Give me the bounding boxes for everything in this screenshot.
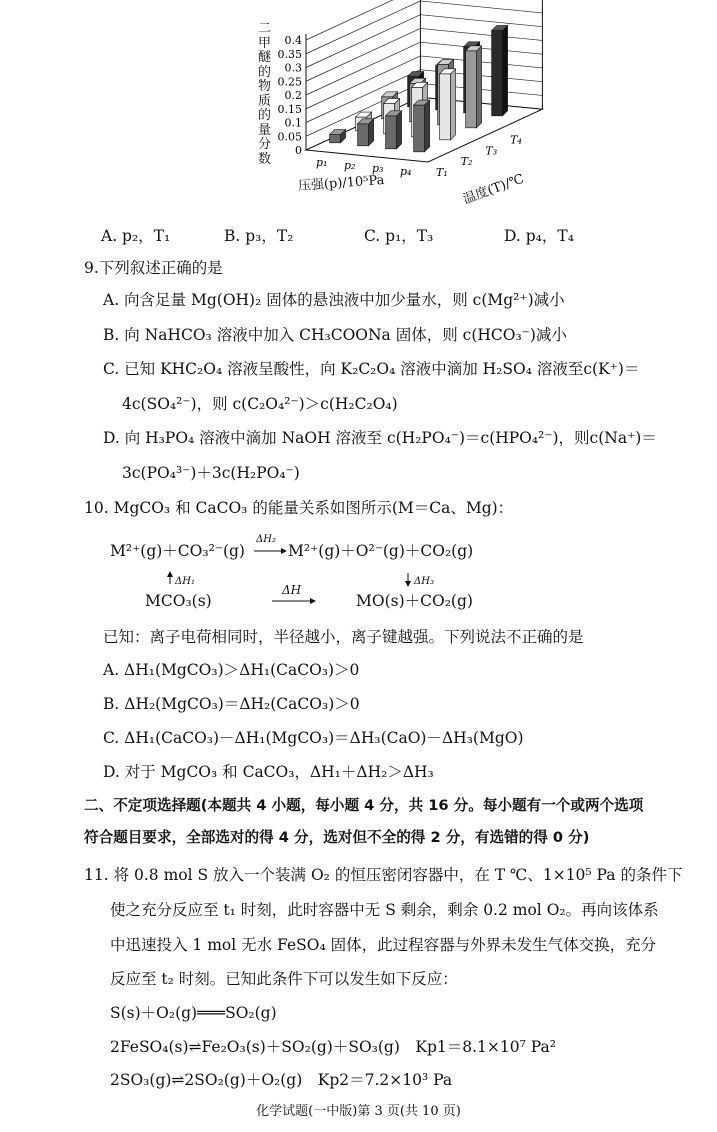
dh2-label: ΔH₂ <box>256 534 276 545</box>
q9-option-c-line1: C. 已知 KHC₂O₄ 溶液呈酸性，向 K₂C₂O₄ 溶液中滴加 H₂SO₄ 溶液至c(K⁺)＝ <box>103 360 640 378</box>
q8-option-a: A. p₂，T₁ <box>101 227 171 245</box>
q9-stem: 9.下列叙述正确的是 <box>84 259 223 277</box>
reaction-3: 2SO₃(g)⇌2SO₂(g)＋O₂(g) Kp2＝7.2×10³ Pa <box>110 1071 453 1089</box>
pressure-tick-label: p₃ <box>372 162 384 175</box>
bar <box>414 100 430 152</box>
dh3-label: ΔH₃ <box>414 576 434 587</box>
y-tick-label: 0.2 <box>284 89 302 102</box>
y-tick-label: 0.4 <box>284 34 302 47</box>
q11-line4: 反应至 t₂ 时刻。已知此条件下可以发生如下反应： <box>110 970 458 988</box>
y-tick-label: 0.25 <box>277 75 302 89</box>
bar <box>386 111 402 149</box>
chart-ylabel: 二甲醚的物质的量分数 <box>258 21 272 167</box>
temperature-tick-label: T₃ <box>485 144 498 158</box>
y-tick-label: 0.05 <box>277 130 302 144</box>
reaction-2: 2FeSO₄(s)⇌Fe₂O₃(s)＋SO₂(g)＋SO₃(g) Kp1＝8.1×10⁷ Pa² <box>110 1038 556 1056</box>
q9-option-d-line1: D. 向 H₃PO₄ 溶液中滴加 NaOH 溶液至 c(H₂PO₄⁻)＝c(HPO₄²⁻)，则c(Na⁺)＝ <box>103 429 657 447</box>
bar <box>492 26 508 116</box>
q8-option-c: C. p₁，T₃ <box>364 227 434 245</box>
pressure-tick-label: p₄ <box>400 165 412 178</box>
q10-option-c: C. ΔH₁(CaCO₃)－ΔH₁(MgCO₃)＝ΔH₃(CaO)－ΔH₃(MgO) <box>103 729 524 747</box>
q10-stem: 10. MgCO₃ 和 CaCO₃ 的能量关系如图所示(M＝Ca、Mg)： <box>84 499 514 517</box>
q11-line2: 使之充分反应至 t₁ 时刻，此时容器中无 S 剩余，剩余 0.2 mol O₂。再向该体系 <box>110 901 659 919</box>
dh-label: ΔH <box>282 583 302 597</box>
q8-option-d: D. p₄，T₄ <box>504 227 574 245</box>
y-tick-label: 0.35 <box>277 47 302 61</box>
chart-xlabel: 压强(p)/10⁵Pa <box>297 173 385 195</box>
q10-known: 已知：离子电荷相同时，半径越小，离子键越强。下列说法不正确的是 <box>103 628 584 646</box>
temperature-tick-label: T₁ <box>436 166 448 179</box>
y-tick-label: 0.3 <box>284 61 302 75</box>
q9-option-b: B. 向 NaHCO₃ 溶液中加入 CH₃COONa 固体，则 c(HCO₃⁻)减小 <box>103 326 567 344</box>
q11-line1: 11. 将 0.8 mol S 放入一个装满 O₂ 的恒压密闭容器中，在 T ℃、1×10⁵ Pa 的条件下 <box>84 866 683 884</box>
pressure-tick-label: p₁ <box>316 156 328 169</box>
energy-bottom-left: MCO₃(s) <box>145 592 212 610</box>
q11-line3: 中迅速投入 1 mol 无水 FeSO₄ 固体，此过程容器与外界未发生气体交换，充分 <box>110 936 657 954</box>
section2-line1: 二、不定项选择题(本题共 4 小题，每小题 4 分，共 16 分。每小题有一个或两个选项 <box>84 797 644 814</box>
y-tick-label: 0 <box>295 144 302 157</box>
q10-option-d: D. 对于 MgCO₃ 和 CaCO₃，ΔH₁＋ΔH₂＞ΔH₃ <box>103 763 434 781</box>
y-tick-label: 0.1 <box>284 116 302 130</box>
q8-option-b: B. p₃，T₂ <box>224 227 294 245</box>
temperature-tick-label: T₂ <box>460 155 473 169</box>
page-footer: 化学试题(一中版)第 3 页(共 10 页) <box>256 1104 461 1119</box>
q10-option-b: B. ΔH₂(MgCO₃)＝ΔH₂(CaCO₃)＞0 <box>103 695 360 713</box>
q9-option-c-line2: 4c(SO₄²⁻)，则 c(C₂O₄²⁻)＞c(H₂C₂O₄) <box>122 395 398 413</box>
chart-zlabel: 温度(T)/℃ <box>461 171 527 208</box>
q10-option-a: A. ΔH₁(MgCO₃)＞ΔH₁(CaCO₃)＞0 <box>103 661 360 679</box>
dh1-label: ΔH₁ <box>175 576 195 587</box>
bar <box>330 130 346 143</box>
q9-option-a: A. 向含足量 Mg(OH)₂ 固体的悬浊液中加少量水，则 c(Mg²⁺)减小 <box>103 291 565 309</box>
bar <box>440 69 456 140</box>
pressure-tick-label: p₂ <box>344 159 356 172</box>
q9-option-d-line2: 3c(PO₄³⁻)＋3c(H₂PO₄⁻) <box>122 464 300 482</box>
temperature-tick-label: T₄ <box>510 133 522 147</box>
energy-bottom-right: MO(s)＋CO₂(g) <box>356 592 473 610</box>
reaction-1: S(s)＋O₂(g)═══SO₂(g) <box>110 1004 277 1022</box>
energy-top-right: M²⁺(g)＋O²⁻(g)＋CO₂(g) <box>288 542 474 560</box>
section2-line2: 符合题目要求，全部选对的得 4 分，选对但不全的得 2 分，有选错的得 0 分) <box>84 829 590 846</box>
y-tick-label: 0.15 <box>277 102 302 116</box>
bar <box>358 119 374 146</box>
energy-top-left: M²⁺(g)＋CO₃²⁻(g) <box>110 542 245 560</box>
bar <box>466 46 482 128</box>
